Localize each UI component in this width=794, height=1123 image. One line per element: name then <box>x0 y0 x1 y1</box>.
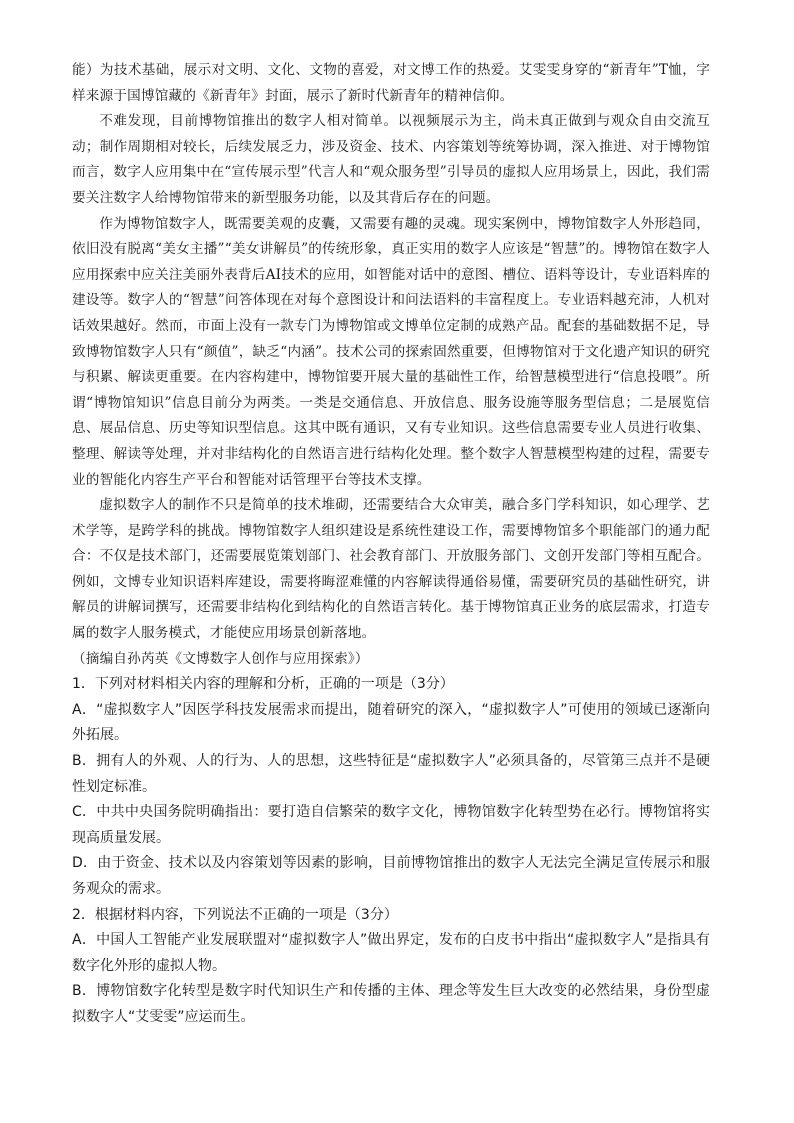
passage-paragraph: 不难发现，目前博物馆推出的数字人相对简单。以视频展示为主，尚未真正做到与观众自由交流互动；制作周期相对较长，后续发展乏力，涉及资金、技术、内容策划等统筹协调，深入推进、对于博物馆而言，数字人应用集中在“宣传展示型”代言人和“观众服务型”引导员的虚拟人应用场景上，因此，我们需要关注数字人给博物馆带来的新型服务功能，以及其背后存在的问题。 <box>72 113 710 206</box>
passage-paragraph: 能）为技术基础，展示对文明、文化、文物的喜爱，对文博工作的热爱。艾雯雯身穿的“新青年”T恤，字样来源于国博馆藏的《新青年》封面，展示了新时代新青年的精神信仰。 <box>72 62 710 104</box>
question-item <box>72 903 710 1031</box>
passage-paragraph: 作为博物馆数字人，既需要美观的皮囊，又需要有趣的灵魂。现实案例中，博物馆数字人外形趋同，依旧没有脱离“美女主播”“美女讲解员”的传统形象，真正实用的数字人应该是“智慧”的。博物馆在数字人应用探索中应关注美丽外表背后AI技术的应用，如智能对话中的意图、槽位、语料等设计，专业语料库的建设等。数字人的“智慧”问答体现在对每个意图设计和问法语料的丰富程度上。专业语料越充沛，人机对话效果越好。然而，市面上没有一款专门为博物馆或文博单位定制的成熟产品。配套的基础数据不足，导致博物馆数字人只有“颜值”，缺乏“内涵”。技术公司的探索固然重要，但博物馆对于文化遗产知识的研究与积累、解读更重要。在内容构建中，博物馆要开展大量的基础性工作，给智慧模型进行“信息投喂”。所谓“博物馆知识”信息目前分为两类。一类是交通信息、开放信息、服务设施等服务型信息；二是展览信息、展品信息、历史等知识型信息。这其中既有通识，又有专业知识。这些信息需要专业人员进行收集、整理、解读等处理，并对非结构化的自然语言进行结构化处理。整个数字人智慧模型构建的过程，需要专业的智能化内容生产平台和智能对话管理平台等技术支撑。 <box>72 215 710 488</box>
question-option: A．“虚拟数字人”因医学科技发展需求而提出，随着研究的深入，“虚拟数字人”可使用的领域已逐渐向外拓展。 <box>72 701 710 744</box>
passage-paragraph: 虚拟数字人的制作不只是简单的技术堆砌，还需要结合大众审美，融合多门学科知识，如心理学、艺术学等，是跨学科的挑战。博物馆数字人组织建设是系统性建设工作，需要博物馆多个职能部门的通力配合：不仅是技术部门，还需要展览策划部门、社会教育部门、开放服务部门、文创开发部门等相互配合。例如，文博专业知识语料库建设，需要将晦涩难懂的内容解读得通俗易懂，需要研究员的基础性研究，讲解员的讲解词撰写，还需要非结构化到结构化的自然语言转化。基于博物馆真正业务的底层需求，打造专属的数字人服务模式，才能使应用场景创新落地。 <box>72 497 710 642</box>
question-option: A．中国人工智能产业发展联盟对“虚拟数字人”做出界定，发布的白皮书中指出“虚拟数字人”是指具有数字化外形的虚拟人物。 <box>72 932 710 974</box>
passage-source: （摘编自孙芮英《文博数字人创作与应用探索》） <box>72 650 369 667</box>
question-stem: 2．根据材料内容，下列说法不正确的一项是（3分） <box>72 906 398 923</box>
question-option: B．拥有人的外观、人的行为、人的思想，这些特征是“虚拟数字人”必须具备的，尽管第三点并不是硬性划定标准。 <box>72 753 710 795</box>
question-option: B．博物馆数字化转型是数字时代知识生产和传播的主体、理念等发生巨大改变的必然结果，身份型虚拟数字人“艾雯雯”应运而生。 <box>72 983 710 1025</box>
question-list <box>72 672 710 1030</box>
question-option: C．中共中央国务院明确指出：要打造自信繁荣的数字文化，博物馆数字化转型势在必行。博物馆将实现高质量发展。 <box>72 804 710 846</box>
question-item <box>72 672 710 902</box>
reading-passage <box>72 58 710 672</box>
question-option: D．由于资金、技术以及内容策划等因素的影响，目前博物馆推出的数字人无法完全满足宣传展示和服务观众的需求。 <box>72 855 710 897</box>
question-stem: 1．下列对材料相关内容的理解和分析，正确的一项是（3分） <box>72 676 454 693</box>
